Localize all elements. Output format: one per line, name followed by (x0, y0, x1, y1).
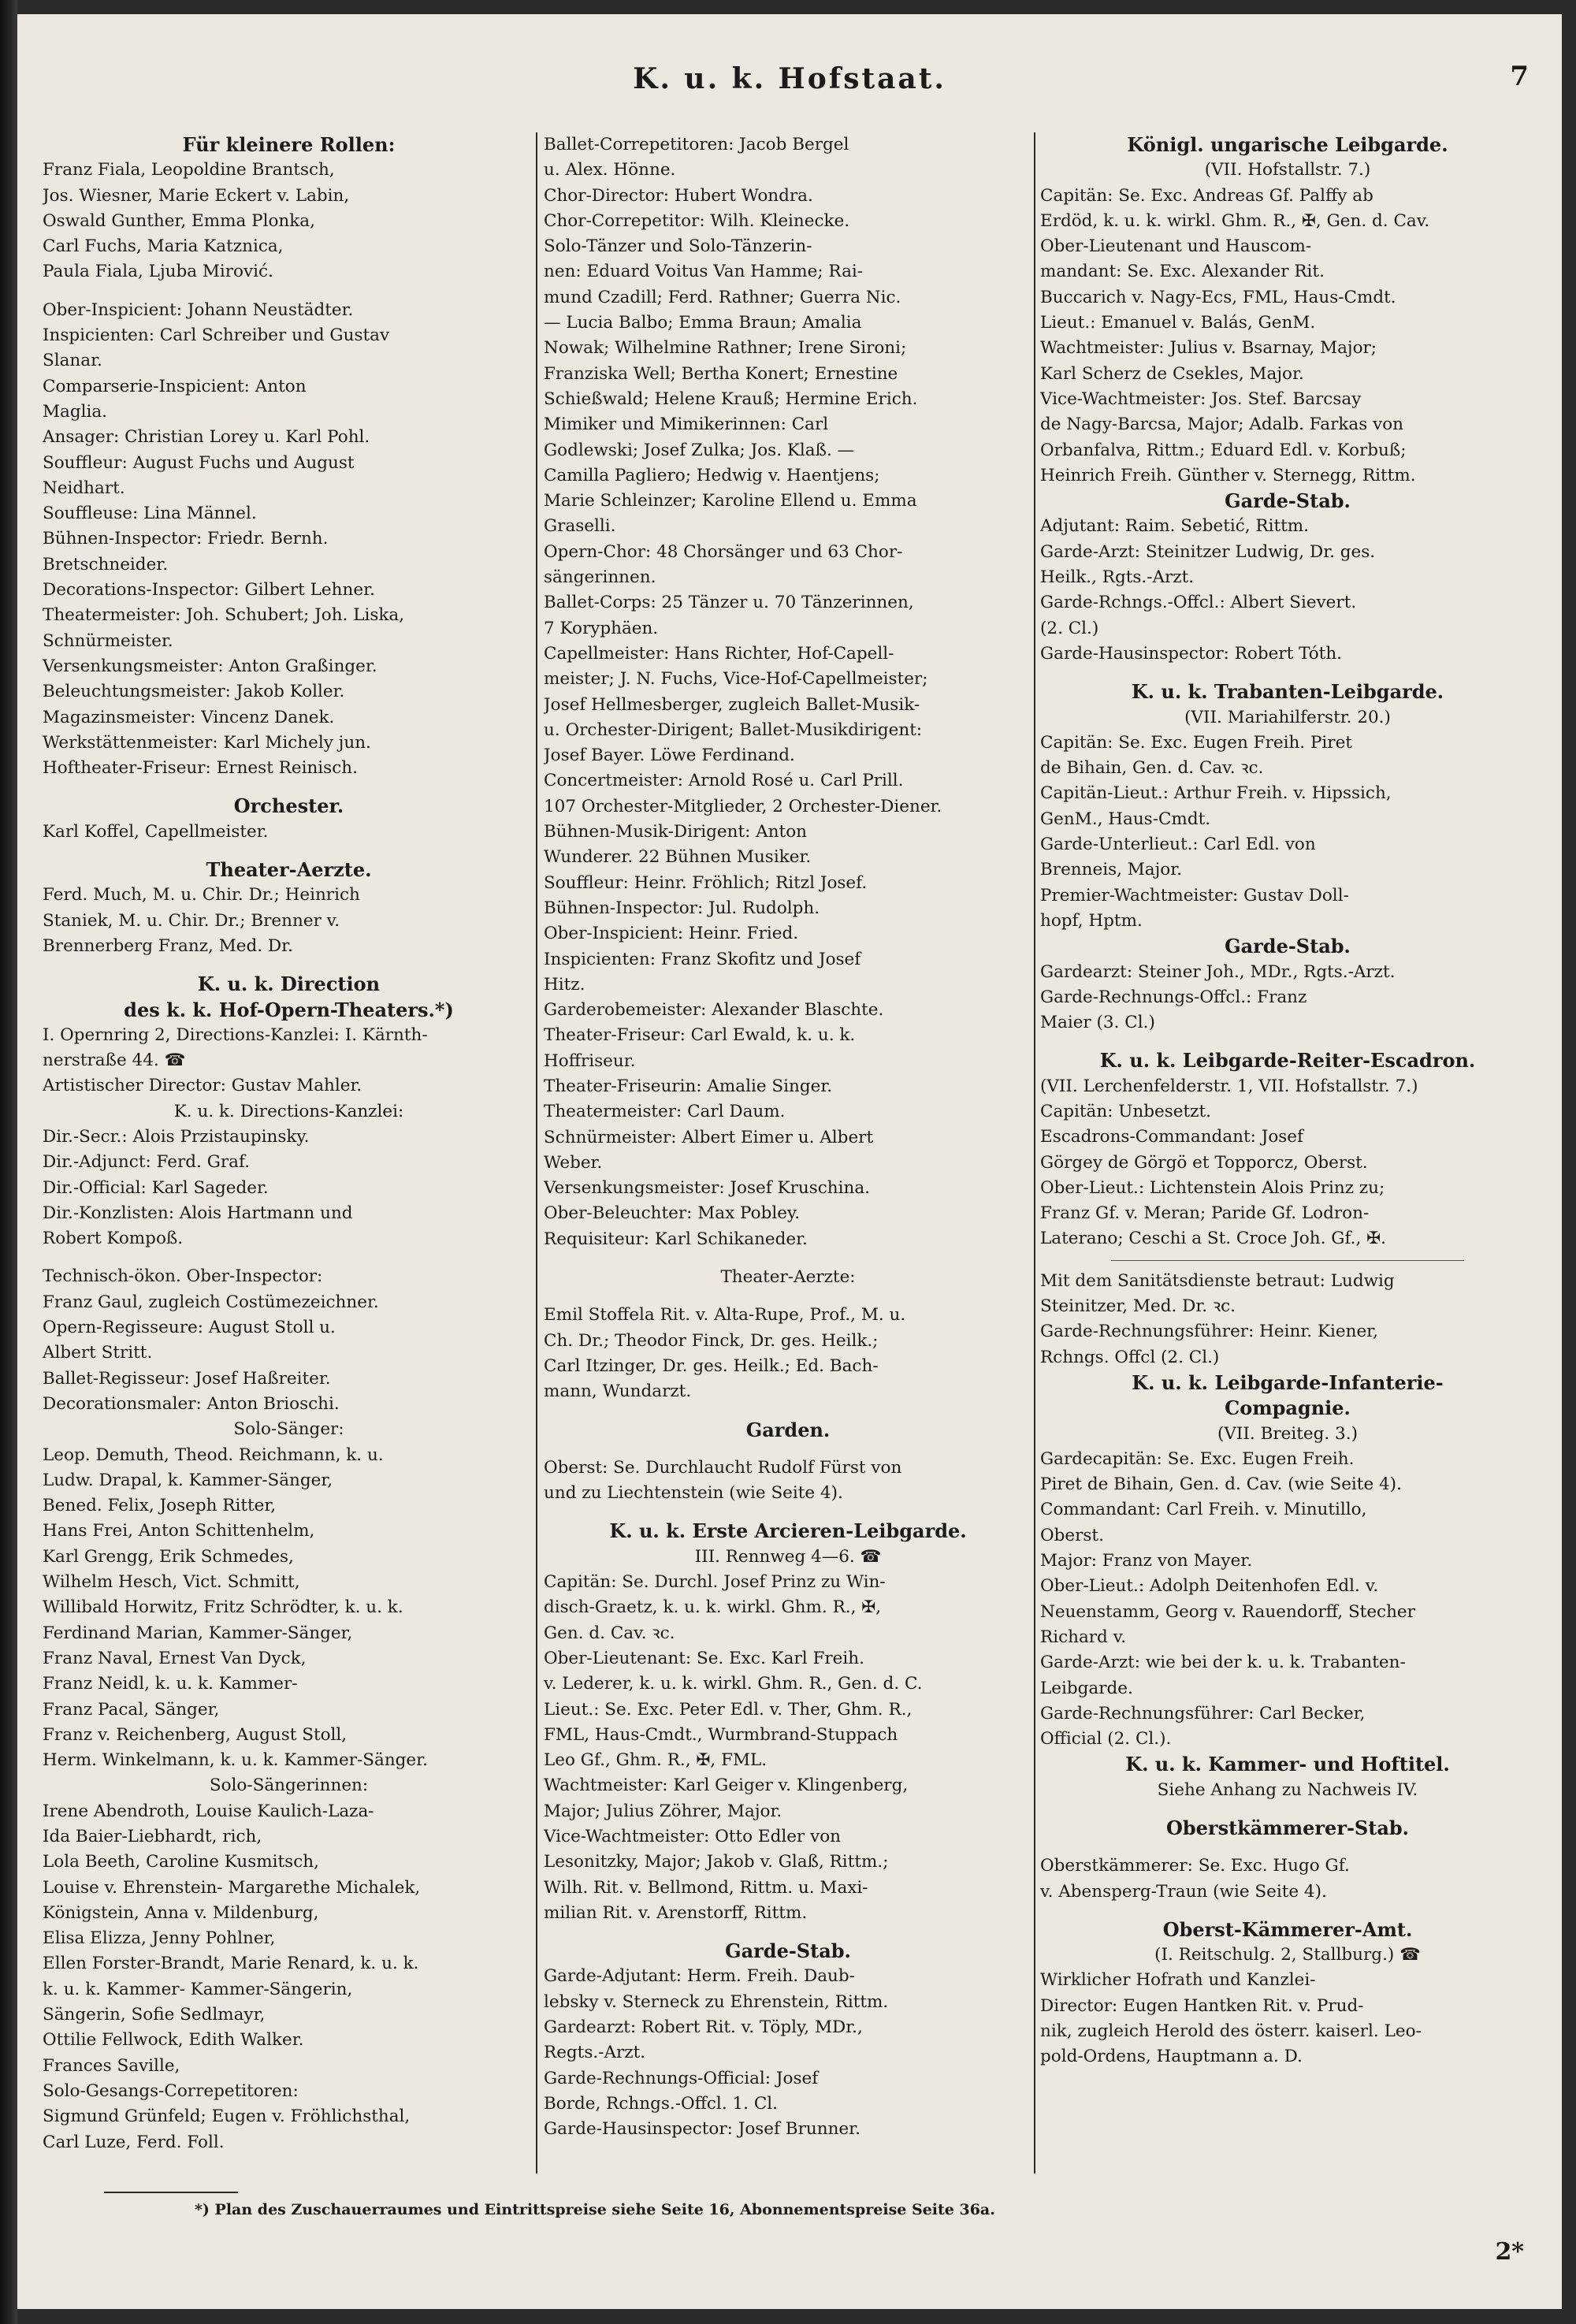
section-heading: K. u. k. Leibgarde-Infanterie- (1132, 1370, 1444, 1394)
text-line: Theatermeister: Carl Daum. (544, 1102, 786, 1122)
text-line: Neuenstamm, Georg v. Rauendorff, Stecher (1040, 1601, 1415, 1622)
text-line: Requisiteur: Karl Schikaneder. (544, 1229, 808, 1249)
text-line: Ch. Dr.; Theodor Finck, Dr. ges. Heilk.; (544, 1330, 879, 1351)
scan-edge (0, 0, 17, 2324)
text-line: Versenkungsmeister: Anton Graßinger. (43, 656, 377, 676)
separator-rule (1111, 1260, 1464, 1261)
text-line: Vice-Wachtmeister: Jos. Stef. Barcsay (1040, 389, 1362, 409)
section-heading: des k. k. Hof-Opern-Theaters.*) (124, 998, 454, 1021)
text-line: Mit dem Sanitätsdienste betraut: Ludwig (1040, 1270, 1395, 1291)
text-line: Versenkungsmeister: Josef Kruschina. (544, 1178, 871, 1199)
text-line: Ober-Inspicient: Johann Neustädter. (43, 299, 354, 320)
text-line: Franz Naval, Ernest Van Dyck, (43, 1648, 307, 1668)
text-line: Garde-Rchngs.-Offcl.: Albert Sievert. (1040, 593, 1357, 613)
text-line: Bühnen-Inspector: Jul. Rudolph. (544, 898, 820, 918)
text-line: Official (2. Cl.). (1040, 1729, 1172, 1750)
text-line: Hoftheater-Friseur: Ernest Reinisch. (43, 758, 358, 779)
text-line: Gen. d. Cav. ꝛc. (544, 1623, 675, 1643)
footnote: *) Plan des Zuschauerraumes und Eintrittspreise siehe Seite 16, Abonnementspreise Seite 36a. (195, 2201, 995, 2218)
text-line: Wirklicher Hofrath und Kanzlei- (1040, 1970, 1316, 1991)
text-line: Theater-Friseur: Carl Ewald, k. u. k. (544, 1025, 856, 1046)
text-line: nik, zugleich Herold des österr. kaiserl. Leo- (1040, 2021, 1422, 2042)
text-line: Gardearzt: Steiner Joh., MDr., Rgts.-Arzt. (1040, 961, 1396, 982)
text-line: Garde-Arzt: wie bei der k. u. k. Trabanten- (1040, 1653, 1406, 1673)
text-line: Piret de Bihain, Gen. d. Cav. (wie Seite 4). (1040, 1474, 1402, 1495)
text-line: Neidhart. (43, 478, 125, 498)
text-line: Capitän: Se. Exc. Eugen Freih. Piret (1040, 732, 1352, 753)
text-line: Camilla Pagliero; Hedwig v. Haentjens; (544, 465, 880, 485)
text-line: Opern-Regisseure: August Stoll u. (43, 1318, 336, 1338)
footnote-rule (104, 2192, 238, 2193)
section-heading: Garde-Stab. (1225, 935, 1351, 958)
text-line: pold-Ordens, Hauptmann a. D. (1040, 2047, 1303, 2067)
text-line: Borde, Rchngs.-Offcl. 1. Cl. (544, 2093, 778, 2114)
text-line: Premier-Wachtmeister: Gustav Doll- (1040, 885, 1349, 905)
text-line: Ottilie Fellwock, Edith Walker. (43, 2030, 304, 2051)
text-line: Souffleuse: Lina Männel. (43, 504, 257, 524)
text-line: Director: Eugen Hantken Rit. v. Prud- (1040, 1995, 1364, 2016)
text-line: (2. Cl.) (1040, 618, 1099, 638)
text-line: lebsky v. Sterneck zu Ehrenstein, Rittm. (544, 1991, 889, 2012)
text-line: Godlewski; Josef Zulka; Jos. Klaß. — (544, 440, 855, 460)
text-line: Major; Julius Zöhrer, Major. (544, 1801, 782, 1821)
text-line: Gardecapitän: Se. Exc. Eugen Freih. (1040, 1448, 1355, 1469)
text-line: Laterano; Ceschi a St. Croce Joh. Gf., ✠. (1040, 1229, 1386, 1249)
spacer (544, 1506, 1032, 1519)
text-line: Brennerberg Franz, Med. Dr. (43, 935, 293, 956)
text-line: Herm. Winkelmann, k. u. k. Kammer-Sänger. (43, 1750, 428, 1771)
text-line: Adjutant: Raim. Sebetić, Rittm. (1040, 516, 1309, 537)
text-line: Hans Frei, Anton Schittenhelm, (43, 1521, 315, 1541)
text-line: 7 Koryphäen. (544, 618, 659, 638)
spacer (544, 1926, 1032, 1939)
text-line: Bühnen-Inspector: Friedr. Bernh. (43, 529, 329, 549)
text-line: Franz Gf. v. Meran; Paride Gf. Lodron- (1040, 1203, 1370, 1224)
text-line: K. u. k. Directions-Kanzlei: (173, 1101, 404, 1121)
text-line: Schießwald; Helene Krauß; Hermine Erich. (544, 389, 918, 409)
text-line: Garde-Unterlieut.: Carl Edl. von (1040, 835, 1316, 855)
text-line: Garde-Rechnungs-Official: Josef (544, 2068, 819, 2088)
spacer (43, 959, 535, 972)
text-line: Oberst: Se. Durchlaucht Rudolf Fürst von (544, 1457, 902, 1478)
signature-mark: 2* (1495, 2238, 1524, 2266)
page-number: 7 (1510, 61, 1529, 92)
text-line: Louise v. Ehrenstein- Margarethe Michalek, (43, 1877, 421, 1898)
text-line: Franz Neidl, k. u. k. Kammer- (43, 1674, 298, 1694)
text-line: v. Lederer, k. u. k. wirkl. Ghm. R., Gen. d. C. (544, 1674, 923, 1694)
column-middle (544, 132, 1032, 2143)
text-line: Garde-Hausinspector: Robert Tóth. (1040, 643, 1343, 664)
text-line: Ballet-Correpetitoren: Jacob Bergel (544, 135, 849, 154)
text-line: Beleuchtungsmeister: Jakob Koller. (43, 682, 345, 702)
document-page (17, 14, 1562, 2309)
text-line: Slanar. (43, 351, 102, 371)
spacer (43, 845, 535, 857)
text-line: Ludw. Drapal, k. Kammer-Sänger, (43, 1470, 333, 1490)
section-heading: K. u. k. Kammer- und Hoftitel. (1125, 1753, 1450, 1776)
text-line: Leibgarde. (1040, 1678, 1133, 1698)
text-line: Rchngs. Offcl (2. Cl.) (1040, 1347, 1220, 1367)
text-line: Ober-Inspicient: Heinr. Fried. (544, 924, 799, 944)
text-line: Elisa Elizza, Jenny Pohlner, (43, 1928, 276, 1949)
text-line: Emil Stoffela Rit. v. Alta-Rupe, Prof., M. u. (544, 1305, 906, 1326)
section-heading: Orchester. (233, 794, 344, 818)
text-line: Siehe Anhang zu Nachweis IV. (1157, 1779, 1418, 1800)
text-line: Franziska Well; Bertha Konert; Ernestine (544, 363, 898, 384)
text-line: I. Opernring 2, Directions-Kanzlei: I. Kärnth- (43, 1024, 428, 1045)
text-line: Ober-Lieut.: Lichtenstein Alois Prinz zu; (1040, 1177, 1385, 1198)
text-line: u. Alex. Hönne. (544, 160, 676, 180)
text-line: Theater-Aerzte: (720, 1267, 856, 1288)
text-line: Franz Pacal, Sänger, (43, 1699, 220, 1720)
text-line: Garde-Hausinspector: Josef Brunner. (544, 2119, 860, 2140)
text-line: Ferdinand Marian, Kammer-Sänger, (43, 1623, 353, 1643)
text-line: Ida Baier-Liebhardt, rich, (43, 1827, 262, 1846)
text-line: Theatermeister: Joh. Schubert; Joh. Liska, (43, 605, 405, 626)
text-line: Dir.-Adjunct: Ferd. Graf. (43, 1152, 251, 1173)
text-line: Souffleur: August Fuchs und August (43, 452, 355, 473)
text-line: milian Rit. v. Arenstorff, Rittm. (544, 1902, 808, 1923)
text-line: (VII. Lerchenfelderstr. 1, VII. Hofstallstr. 7.) (1040, 1076, 1418, 1096)
text-line: Schnürmeister. (43, 630, 173, 651)
text-line: GenM., Haus-Cmdt. (1040, 809, 1211, 829)
text-line: Lesonitzky, Major; Jakob v. Glaß, Rittm.; (544, 1852, 889, 1872)
spacer (544, 1405, 1032, 1418)
text-line: Capellmeister: Hans Richter, Hof-Capell- (544, 643, 894, 664)
text-line: Görgey de Görgö et Topporcz, Oberst. (1040, 1152, 1368, 1173)
text-line: Josef Hellmesberger, zugleich Ballet-Musik- (544, 694, 920, 715)
text-line: Solo-Gesangs-Correpetitoren: (43, 2080, 299, 2101)
text-line: Ober-Lieutenant und Hauscom- (1040, 236, 1312, 257)
text-line: Dir.-Official: Karl Sageder. (43, 1177, 269, 1198)
text-line: Bühnen-Musik-Dirigent: Anton (544, 822, 807, 842)
text-line: Richard v. (1040, 1627, 1127, 1647)
text-line: Artistischer Director: Gustav Mahler. (43, 1076, 362, 1096)
text-line: Orbanfalva, Rittm.; Eduard Edl. v. Korbuß; (1040, 440, 1407, 460)
text-line: Carl Fuchs, Maria Katznica, (43, 236, 284, 257)
text-line: Wachtmeister: Karl Geiger v. Klingenberg, (544, 1776, 909, 1796)
spacer (43, 285, 535, 298)
section-heading: Theater-Aerzte. (206, 858, 372, 882)
text-line: Werkstättenmeister: Karl Michely jun. (43, 732, 371, 753)
section-heading: Garde-Stab. (1225, 489, 1351, 513)
text-line: Carl Luze, Ferd. Foll. (43, 2132, 225, 2152)
text-line: Garde-Adjutant: Herm. Freih. Daub- (544, 1966, 855, 1987)
text-line: Karl Koffel, Capellmeister. (43, 821, 269, 842)
text-line: Erdöd, k. u. k. wirkl. Ghm. R., ✠, Gen. d. Cav. (1040, 210, 1430, 231)
text-line: Chor-Director: Hubert Wondra. (544, 185, 813, 206)
text-line: Theater-Friseurin: Amalie Singer. (544, 1076, 833, 1096)
text-line: Decorations-Inspector: Gilbert Lehner. (43, 580, 375, 601)
text-line: Dir.-Konzlisten: Alois Hartmann und (43, 1203, 353, 1223)
section-heading: Oberst-Kämmerer-Amt. (1162, 1917, 1413, 1941)
section-heading: Oberstkämmerer-Stab. (1165, 1816, 1410, 1839)
text-line: k. u. k. Kammer- Kammer-Sängerin, (43, 1979, 353, 1999)
text-line: Heinrich Freih. Günther v. Sternegg, Rittm. (1040, 465, 1416, 485)
text-line: Leo Gf., Ghm. R., ✠, FML. (544, 1750, 768, 1771)
text-line: Capitän: Se. Exc. Andreas Gf. Palffy ab (1040, 185, 1373, 206)
text-line: Major: Franz von Mayer. (1040, 1551, 1253, 1571)
text-line: Garderobemeister: Alexander Blaschte. (544, 1000, 884, 1021)
text-line: Gardearzt: Robert Rit. v. Töply, MDr., (544, 2017, 863, 2038)
text-line: Capitän: Unbesetzt. (1040, 1101, 1211, 1121)
text-line: Maglia. (43, 401, 108, 422)
text-line: (VII. Breiteg. 3.) (1217, 1423, 1358, 1444)
text-line: Escadrons-Commandant: Josef (1040, 1127, 1303, 1147)
text-line: Comparserie-Inspicient: Anton (43, 376, 307, 396)
spacer (1040, 667, 1535, 679)
text-line: Opern-Chor: 48 Chorsänger und 63 Chor- (544, 541, 903, 562)
text-line: Dir.-Secr.: Alois Przistaupinsky. (43, 1126, 310, 1147)
section-heading: Für kleinere Rollen: (182, 133, 396, 156)
text-line: Souffleur: Heinr. Fröhlich; Ritzl Josef. (544, 872, 868, 893)
text-line: nen: Eduard Voitus Van Hamme; Rai- (544, 262, 864, 282)
text-line: Wachtmeister: Julius v. Bsarnay, Major; (1040, 338, 1377, 359)
spacer (544, 1252, 1032, 1265)
text-line: Graselli. (544, 516, 616, 537)
text-line: Solo-Sängerinnen: (209, 1776, 369, 1796)
text-line: Lieut.: Emanuel v. Balás, GenM. (1040, 313, 1316, 333)
text-line: Karl Scherz de Csekles, Major. (1040, 363, 1304, 384)
text-line: Wilhelm Hesch, Vict. Schmitt, (43, 1572, 300, 1593)
spacer (1040, 1036, 1535, 1048)
spacer (1040, 1803, 1535, 1816)
text-line: v. Abensperg-Traun (wie Seite 4). (1040, 1881, 1327, 1902)
text-line: meister; J. N. Fuchs, Vice-Hof-Capellmeister; (544, 669, 928, 690)
text-line: Bened. Felix, Joseph Ritter, (43, 1496, 277, 1516)
column-left (43, 132, 535, 2155)
section-heading: Königl. ungarische Leibgarde. (1127, 133, 1448, 156)
text-line: Capitän-Lieut.: Arthur Freih. v. Hipssich, (1040, 783, 1392, 804)
text-line: Ellen Forster-Brandt, Marie Renard, k. u. k. (43, 1954, 419, 1974)
text-line: Solo-Sänger: (233, 1419, 344, 1440)
text-line: Weber. (544, 1152, 603, 1173)
spacer (43, 781, 535, 794)
section-heading: K. u. k. Leibgarde-Reiter-Escadron. (1099, 1049, 1476, 1073)
text-line: (VII. Mariahilferstr. 20.) (1184, 707, 1391, 727)
text-line: hopf, Hptm. (1040, 910, 1143, 931)
column-divider (536, 132, 537, 2173)
text-line: mund Czadill; Ferd. Rathner; Guerra Nic. (544, 287, 901, 307)
text-line: Sigmund Grünfeld; Eugen v. Fröhlichsthal, (43, 2106, 411, 2127)
text-line: Ballet-Regisseur: Josef Haßreiter. (43, 1368, 331, 1389)
text-line: Jos. Wiesner, Marie Eckert v. Labin, (43, 185, 350, 206)
text-line: Ballet-Corps: 25 Tänzer u. 70 Tänzerinnen, (544, 593, 914, 613)
text-line: Inspicienten: Franz Skofitz und Josef (544, 949, 861, 969)
text-line: Bretschneider. (43, 554, 169, 574)
text-line: Magazinsmeister: Vincenz Danek. (43, 707, 335, 727)
text-line: Ober-Beleuchter: Max Pobley. (544, 1203, 801, 1224)
text-line: nerstraße 44. ☎ (43, 1050, 186, 1071)
text-line: Oberst. (1040, 1525, 1104, 1545)
text-line: Heilk., Rgts.-Arzt. (1040, 567, 1195, 588)
text-line: Hitz. (544, 974, 585, 995)
text-line: sängerinnen. (544, 567, 656, 588)
text-line: III. Rennweg 4—6. ☎ (694, 1546, 882, 1567)
spacer (1040, 1905, 1535, 1917)
text-line: Ferd. Much, M. u. Chir. Dr.; Heinrich (43, 885, 360, 905)
text-line: Josef Bayer. Löwe Ferdinand. (544, 746, 795, 766)
text-line: Robert Kompoß. (43, 1229, 184, 1249)
text-line: Ansager: Christian Lorey u. Karl Pohl. (43, 427, 370, 448)
text-line: Buccarich v. Nagy-Ecs, FML, Haus-Cmdt. (1040, 287, 1396, 307)
text-line: Leop. Demuth, Theod. Reichmann, k. u. (43, 1445, 384, 1465)
section-heading: K. u. k. Erste Arcieren-Leibgarde. (609, 1519, 967, 1543)
text-line: Staniek, M. u. Chir. Dr.; Brenner v. (43, 910, 340, 931)
text-line: Mimiker und Mimikerinnen: Carl (544, 415, 829, 435)
text-line: und zu Liechtenstein (wie Seite 4). (544, 1483, 843, 1504)
text-line: Garde-Rechnungs-Offcl.: Franz (1040, 987, 1307, 1007)
text-line: Franz Gaul, zugleich Costümezeichner. (43, 1292, 379, 1312)
text-line: Commandant: Carl Freih. v. Minutillo, (1040, 1500, 1367, 1520)
text-line: Franz v. Reichenberg, August Stoll, (43, 1724, 348, 1745)
spacer (43, 1251, 535, 1264)
section-heading: Garde-Stab. (725, 1939, 851, 1963)
text-line: Solo-Tänzer und Solo-Tänzerin- (544, 236, 812, 257)
text-line: Oswald Gunther, Emma Plonka, (43, 210, 315, 231)
text-line: Garde-Rechnungsführer: Carl Becker, (1040, 1703, 1366, 1723)
text-line: Oberstkämmerer: Se. Exc. Hugo Gf. (1040, 1856, 1350, 1876)
spacer (544, 1443, 1032, 1456)
text-line: Paula Fiala, Ljuba Mirović. (43, 262, 273, 282)
text-line: Albert Stritt. (43, 1343, 153, 1363)
text-line: Technisch-ökon. Ober-Inspector: (43, 1266, 323, 1287)
text-line: Ober-Lieut.: Adolph Deitenhofen Edl. v. (1040, 1576, 1379, 1597)
spacer (544, 1290, 1032, 1303)
text-line: u. Orchester-Dirigent; Ballet-Musikdirigent: (544, 720, 923, 740)
text-line: de Bihain, Gen. d. Cav. ꝛc. (1040, 758, 1264, 779)
text-line: Königstein, Anna v. Mildenburg, (43, 1902, 319, 1923)
text-line: Marie Schleinzer; Karoline Ellend u. Emma (544, 491, 917, 511)
text-line: Frances Saville, (43, 2055, 180, 2076)
page-title: K. u. k. Hofstaat. (633, 62, 946, 95)
text-line: Wilh. Rit. v. Bellmond, Rittm. u. Maxi- (544, 1877, 868, 1898)
section-heading: K. u. k. Trabanten-Leibgarde. (1131, 680, 1444, 704)
text-line: Steinitzer, Med. Dr. ꝛc. (1040, 1296, 1236, 1317)
text-line: Ober-Lieutenant: Se. Exc. Karl Freih. (544, 1648, 864, 1668)
text-line: Decorationsmaler: Anton Brioschi. (43, 1393, 340, 1414)
text-line: 107 Orchester-Mitglieder, 2 Orchester-Diener. (544, 796, 942, 816)
text-line: Hoffriseur. (544, 1050, 636, 1071)
section-heading: K. u. k. Direction (197, 972, 381, 996)
text-line: mann, Wundarzt. (544, 1381, 692, 1402)
text-line: (I. Reitschulg. 2, Stallburg.) ☎ (1154, 1945, 1421, 1965)
text-line: Regts.-Arzt. (544, 2043, 646, 2063)
section-heading: Garden. (745, 1418, 831, 1441)
text-line: Willibald Horwitz, Fritz Schrödter, k. u. k. (43, 1597, 403, 1618)
text-line: Concertmeister: Arnold Rosé u. Carl Prill. (544, 771, 904, 791)
text-line: Schnürmeister: Albert Eimer u. Albert (544, 1127, 874, 1147)
text-line: disch-Graetz, k. u. k. wirkl. Ghm. R., ✠, (544, 1597, 882, 1618)
spacer (1040, 1841, 1535, 1854)
text-line: Lieut.: Se. Exc. Peter Edl. v. Ther, Ghm. R., (544, 1699, 913, 1720)
text-line: Garde-Arzt: Steinitzer Ludwig, Dr. ges. (1040, 541, 1376, 562)
column-right (1040, 132, 1535, 2070)
text-line: Inspicienten: Carl Schreiber und Gustav (43, 325, 390, 346)
text-line: Wunderer. 22 Bühnen Musiker. (544, 847, 812, 868)
text-line: Vice-Wachtmeister: Otto Edler von (544, 1827, 841, 1846)
text-line: (VII. Hofstallstr. 7.) (1204, 160, 1371, 180)
text-line: Franz Fiala, Leopoldine Brantsch, (43, 160, 335, 180)
text-line: Garde-Rechnungsführer: Heinr. Kiener, (1040, 1322, 1378, 1342)
section-heading: Compagnie. (1225, 1396, 1351, 1420)
text-line: Carl Itzinger, Dr. ges. Heilk.; Ed. Bach- (544, 1355, 879, 1376)
text-line: Sängerin, Sofie Sedlmayr, (43, 2005, 266, 2025)
text-line: Karl Grengg, Erik Schmedes, (43, 1546, 294, 1567)
text-line: Lola Beeth, Caroline Kusmitsch, (43, 1852, 319, 1872)
text-line: Irene Abendroth, Louise Kaulich-Laza- (43, 1801, 374, 1821)
text-line: de Nagy-Barcsa, Major; Adalb. Farkas von (1040, 415, 1404, 435)
text-line: — Lucia Balbo; Emma Braun; Amalia (544, 313, 862, 333)
text-line: mandant: Se. Exc. Alexander Rit. (1040, 262, 1325, 282)
text-line: Capitän: Se. Durchl. Josef Prinz zu Win- (544, 1572, 886, 1593)
text-line: Nowak; Wilhelmine Rathner; Irene Sironi; (544, 338, 907, 359)
column-divider (1034, 132, 1035, 2173)
text-line: Brenneis, Major. (1040, 860, 1182, 880)
text-line: Chor-Correpetitor: Wilh. Kleinecke. (544, 210, 850, 231)
text-line: Maier (3. Cl.) (1040, 1013, 1155, 1033)
text-line: FML, Haus-Cmdt., Wurmbrand-Stuppach (544, 1724, 898, 1745)
page-header (17, 58, 1562, 105)
